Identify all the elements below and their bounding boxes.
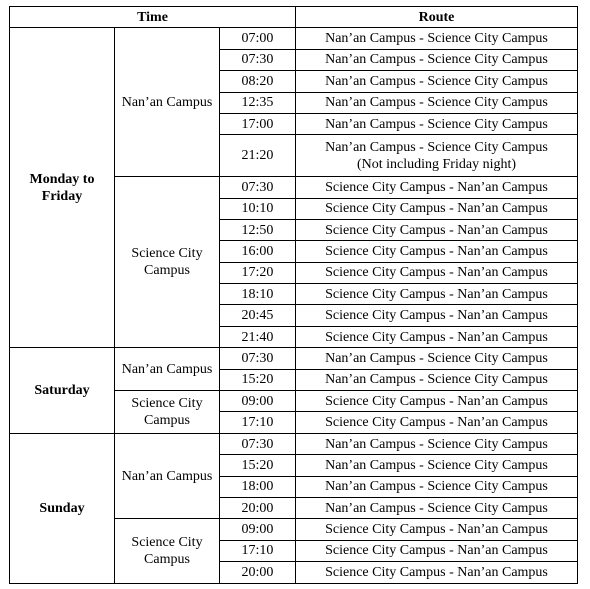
departure-time: 17:10 [220,412,296,433]
route-text: Nan’an Campus - Science City Campus [325,372,548,388]
departure-time: 12:50 [220,219,296,240]
route-text: Nan’an Campus - Science City Campus [325,457,548,473]
departure-time: 20:45 [220,305,296,326]
route-text: Science City Campus - Nan’an Campus [325,329,548,345]
campus-label: Science City Campus [115,391,220,434]
departure-time: 21:40 [220,326,296,347]
header-row [10,7,578,28]
departure-time: 18:10 [220,284,296,305]
route-text: Nan’an Campus - Science City Campus [325,500,548,516]
route-text: Science City Campus - Nan’an Campus [325,564,548,580]
route-cell [296,412,578,433]
route-cell [296,498,578,519]
campus-label: Science City Campus [115,177,220,348]
route-text: Science City Campus - Nan’an Campus [325,286,548,302]
route-text: Science City Campus - Nan’an Campus [325,244,548,259]
departure-time: 16:00 [220,241,296,262]
route-text: Science City Campus - Nan’an Campus [325,201,548,217]
route-text: Nan’an Campus - Science City Campus [325,73,548,89]
route-cell [296,92,578,113]
schedule-body [10,28,578,583]
departure-time: 17:20 [220,262,296,283]
route-text: Nan’an Campus - Science City Campus [325,31,548,47]
departure-time: 12:35 [220,92,296,113]
route-cell [296,519,578,540]
route-cell [296,562,578,583]
route-cell [296,326,578,347]
departure-time: 08:20 [220,71,296,92]
departure-time: 09:00 [220,391,296,412]
route-text: Nan’an Campus - Science City Campus [325,139,548,155]
route-text: Science City Campus - Nan’an Campus [325,522,548,538]
departure-time: 17:10 [220,540,296,561]
route-text: Science City Campus - Nan’an Campus [325,308,548,324]
departure-time: 07:30 [220,348,296,369]
time-header: Time [10,7,296,28]
route-text: Nan’an Campus - Science City Campus [325,52,548,68]
campus-label: Science City Campus [115,519,220,583]
departure-time: 09:00 [220,519,296,540]
campus-label: Nan’an Campus [115,433,220,519]
departure-time: 21:20 [220,135,296,177]
route-cell [296,262,578,283]
route-text: Nan’an Campus - Science City Campus [325,350,548,366]
route-cell [296,455,578,476]
route-cell [296,241,578,262]
bus-schedule-table [9,6,578,584]
route-text: Science City Campus - Nan’an Campus [325,179,548,195]
route-text: Nan’an Campus - Science City Campus [325,95,548,111]
departure-time: 07:30 [220,177,296,198]
route-note: (Not including Friday night) [356,156,517,172]
route-text: Science City Campus - Nan’an Campus [325,415,548,431]
departure-time: 07:30 [220,49,296,70]
route-cell [296,284,578,305]
route-cell [296,28,578,49]
route-text: Nan’an Campus - Science City Campus [325,479,548,495]
table-row [10,28,578,49]
route-cell [296,476,578,497]
route-cell [296,369,578,390]
route-cell [296,198,578,219]
route-cell [296,71,578,92]
day-label: Monday to Friday [10,28,115,348]
departure-time: 07:30 [220,433,296,454]
day-label: Sunday [10,433,115,583]
departure-time: 20:00 [220,562,296,583]
route-cell [296,305,578,326]
table-row [10,433,578,454]
route-header: Route [296,7,578,28]
departure-time: 10:10 [220,198,296,219]
departure-time: 15:20 [220,455,296,476]
route-cell [296,135,578,177]
departure-time: 20:00 [220,498,296,519]
route-text: Science City Campus - Nan’an Campus [325,393,548,409]
route-text: Nan’an Campus - Science City Campus [325,436,548,452]
route-text: Nan’an Campus - Science City Campus [325,116,548,132]
departure-time: 15:20 [220,369,296,390]
route-cell [296,391,578,412]
route-cell [296,219,578,240]
day-label: Saturday [10,348,115,434]
route-cell [296,433,578,454]
route-text: Science City Campus - Nan’an Campus [325,543,548,559]
route-cell [296,177,578,198]
departure-time: 07:00 [220,28,296,49]
route-cell [296,540,578,561]
route-text: Science City Campus - Nan’an Campus [325,265,548,281]
route-cell [296,113,578,134]
table-row [10,348,578,369]
route-cell [296,348,578,369]
departure-time: 18:00 [220,476,296,497]
route-text: Science City Campus - Nan’an Campus [325,222,548,238]
departure-time: 17:00 [220,113,296,134]
campus-label: Nan’an Campus [115,28,220,177]
route-cell [296,49,578,70]
campus-label: Nan’an Campus [115,348,220,391]
